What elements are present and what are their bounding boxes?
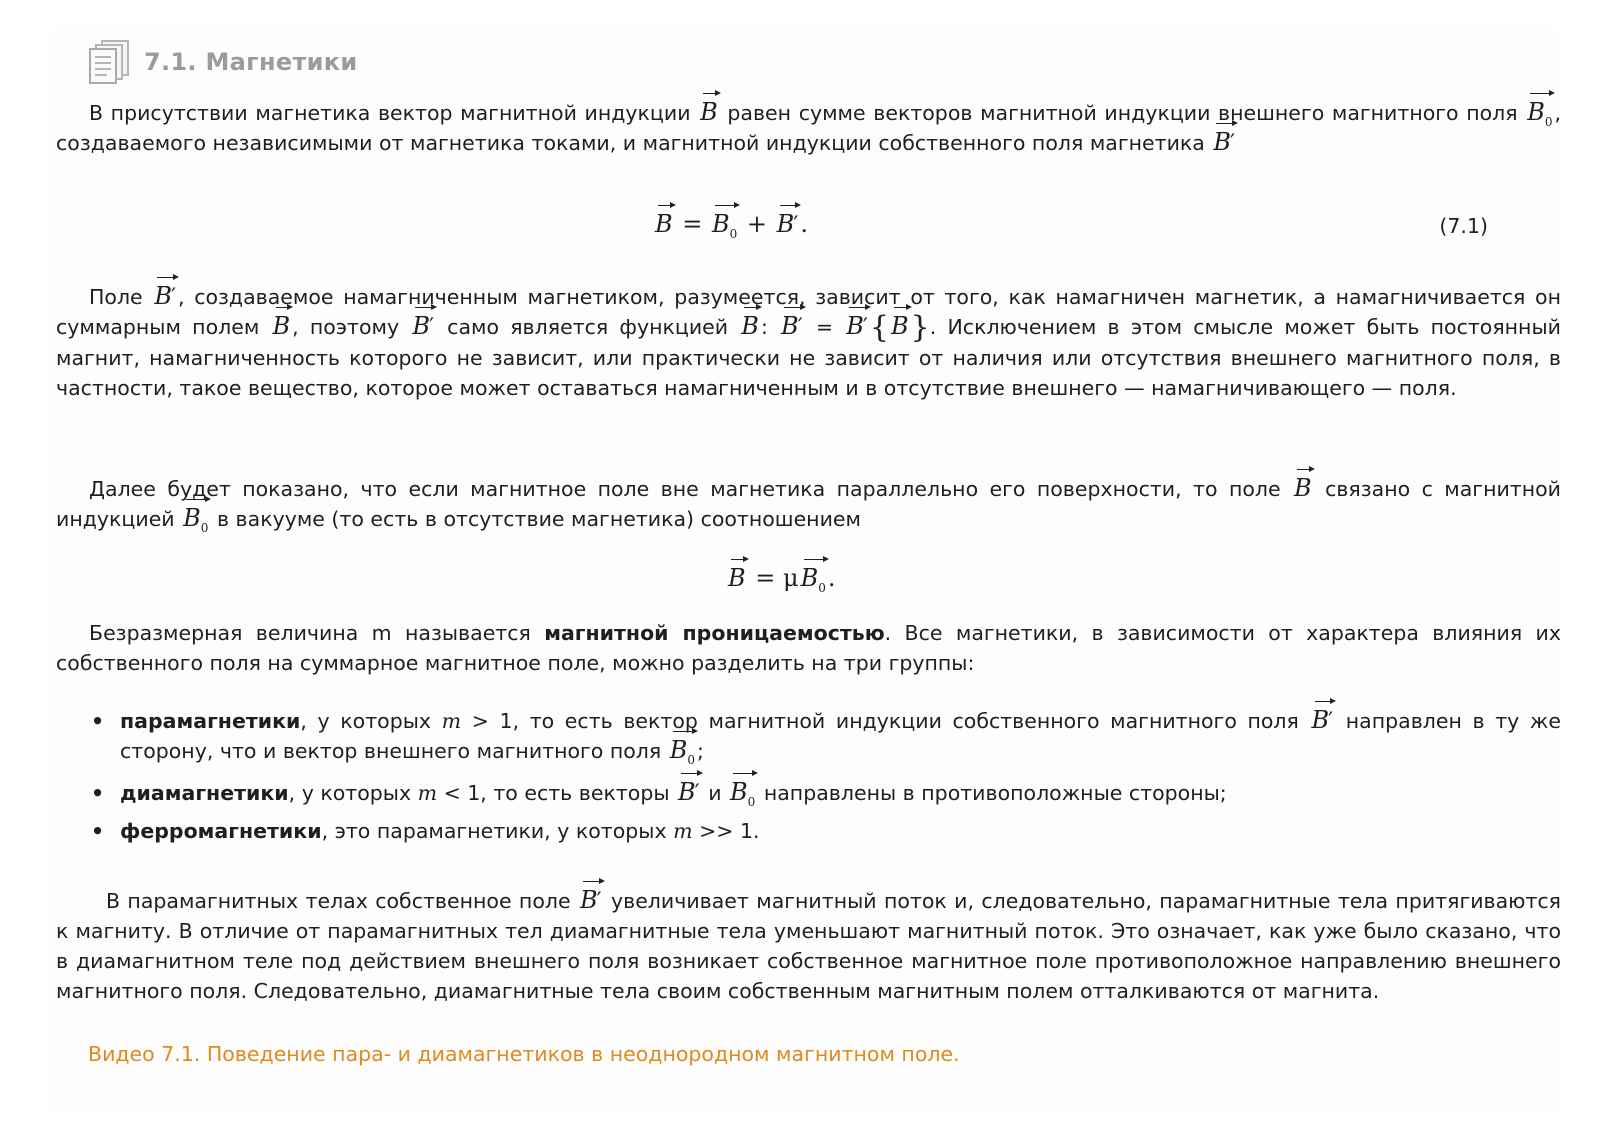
text-run: . Все магнетики, в зависимости от характера влияния их собственного поля на суммарное магнитное поле, можно разделить на три группы: bbox=[56, 621, 1561, 675]
formula-7-1: $B = B_0 + B'$. bbox=[655, 210, 808, 241]
list-item-paramagnetic: • парамагнетики, у которых m > 1, то есть вектор магнитной индукции собственного магнитного поля B′ направлен в ту же сторону, что и вектор внешнего магнитного поля $B_0$; bbox=[91, 706, 1561, 767]
text-run: , создаваемое намагниченным магнетиком, разумеется, зависит от того, как намагничен магнетик, а намагничивается он суммарным полем bbox=[56, 285, 1561, 339]
text-run: В присутствии магнетика вектор магнитной индукции bbox=[89, 101, 699, 125]
vector-B-prime: B′ bbox=[154, 282, 176, 310]
text-run: В парамагнитных телах собственное поле bbox=[106, 889, 578, 913]
vector-B0: $B_0$ bbox=[800, 564, 826, 595]
list-item-diamagnetic: • диамагнетики, у которых m < 1, то есть векторы B′ и $B_0$ направлены в противоположные стороны; bbox=[91, 778, 1227, 809]
vector-B: B bbox=[700, 98, 718, 126]
vector-B-prime: B′ bbox=[776, 210, 799, 238]
text-run: . Исключением в этом смысле может быть постоянный магнит, намагниченность которого не зависит, или практически не зависит от наличия или отсутствия внешнего магнитного поля, в частности, такое вещество, которое может оставаться намагниченным и в отсутствие внешнего — намагничивающего — поля. bbox=[56, 315, 1561, 400]
equation-number: (7.1) bbox=[1439, 214, 1488, 238]
vector-B-prime: B′ bbox=[579, 886, 602, 914]
vector-B-prime: B′ bbox=[678, 778, 700, 806]
magnetic-groups-list bbox=[56, 706, 1561, 846]
vector-B-prime: B′ bbox=[846, 312, 868, 340]
formula-permeability: $B = \mu B_0$. bbox=[728, 564, 836, 595]
paragraph-vacuum-relation bbox=[56, 474, 1561, 534]
document-pages-icon bbox=[88, 39, 132, 85]
text-run: само является функцией bbox=[435, 315, 740, 339]
text-run: Далее будет показано, что если магнитное поле вне магнетика параллельно его поверхности, то поле bbox=[89, 477, 1293, 501]
vector-B: B bbox=[728, 564, 746, 592]
vector-B-prime: B′ bbox=[1311, 706, 1334, 734]
paragraph-permeability bbox=[56, 618, 1561, 678]
vector-B-prime: B′ bbox=[412, 312, 434, 340]
text-run: увеличивает магнитный поток и, следовательно, парамагнитные тела притягиваются к магниту. В отличие от парамагнитных тел диамагнитные тела уменьшают магнитный поток. Это означает, как уже было сказано, что в диамагнитном теле под действием внешнего поля возникает собственное магнитное поле противоположное направлению внешнего магнитного поля. Следовательно, диамагнитные тела своим собственным магнитным полем отталкиваются от магнита. bbox=[56, 889, 1561, 1003]
vector-B: B bbox=[741, 312, 759, 340]
section-header bbox=[88, 34, 358, 90]
vector-B: B bbox=[891, 312, 909, 340]
text-run: Поле bbox=[89, 285, 153, 309]
bullet: • bbox=[91, 709, 105, 733]
vector-B-prime: B′ bbox=[781, 312, 803, 340]
vector-B0: $B_0$ bbox=[183, 504, 209, 535]
paragraph-field-dependence: Поле B′, создаваемое намагниченным магнетиком, разумеется, зависит от того, как намагничен магнетик, а намагничивается он суммарным полем B, поэтому B′ само является функцией B: B′ = B′{B}. Исключением в этом смысле может быть постоянный магнит, намагниченность которого не зависит, или практически не зависит от наличия или отсутствия внешнего магнитного поля, в частности, такое вещество, которое может оставаться намагниченным и в отсутствие внешнего — намагничивающего — поля. bbox=[56, 282, 1561, 400]
paragraph-intro bbox=[56, 98, 1561, 158]
text-run: , создаваемого независимыми от магнетика токами, и магнитной индукции собственного поля магнетика bbox=[56, 101, 1561, 155]
right-brace: } bbox=[910, 310, 930, 345]
vector-B0: $B_0$ bbox=[730, 778, 756, 809]
text-run: равен сумме векторов магнитной индукции внешнего магнитного поля bbox=[719, 101, 1526, 125]
term-bold: магнитной проницаемостью bbox=[544, 621, 885, 645]
vector-B0: $B_0$ bbox=[712, 210, 738, 241]
term-bold: ферромагнетики bbox=[120, 819, 322, 843]
vector-B-prime: B′ bbox=[1213, 128, 1235, 156]
vector-B0: $B_0$ bbox=[1527, 98, 1553, 129]
vector-B: B bbox=[655, 210, 673, 238]
text-run: : bbox=[760, 315, 780, 339]
text-run: связано с магнитной индукцией bbox=[56, 477, 1562, 531]
text-run: , поэтому bbox=[292, 315, 411, 339]
list-item-ferromagnetic: • ферромагнетики, это парамагнетики, у которых m >> 1. bbox=[56, 816, 1561, 846]
bullet: • bbox=[91, 781, 105, 805]
vector-B0: $B_0$ bbox=[669, 736, 696, 767]
term-bold: парамагнетики bbox=[120, 709, 301, 733]
paragraph-para-dia-behavior bbox=[56, 886, 1561, 1006]
text-run: Безразмерная величина m называется bbox=[89, 621, 545, 645]
content-panel bbox=[50, 28, 1562, 1110]
vector-B: B bbox=[272, 312, 291, 340]
term-bold: диамагнетики bbox=[120, 781, 289, 805]
text-run: в вакууме (то есть в отсутствие магнетика) соотношением bbox=[210, 507, 861, 531]
bullet: • bbox=[91, 819, 105, 843]
section-title: 7.1. Магнетики bbox=[144, 48, 358, 76]
video-link[interactable]: Видео 7.1. Поведение пара- и диамагнетиков в неоднородном магнитном поле. bbox=[88, 1042, 960, 1066]
vector-B: B bbox=[1294, 474, 1312, 502]
left-brace: { bbox=[869, 310, 890, 345]
